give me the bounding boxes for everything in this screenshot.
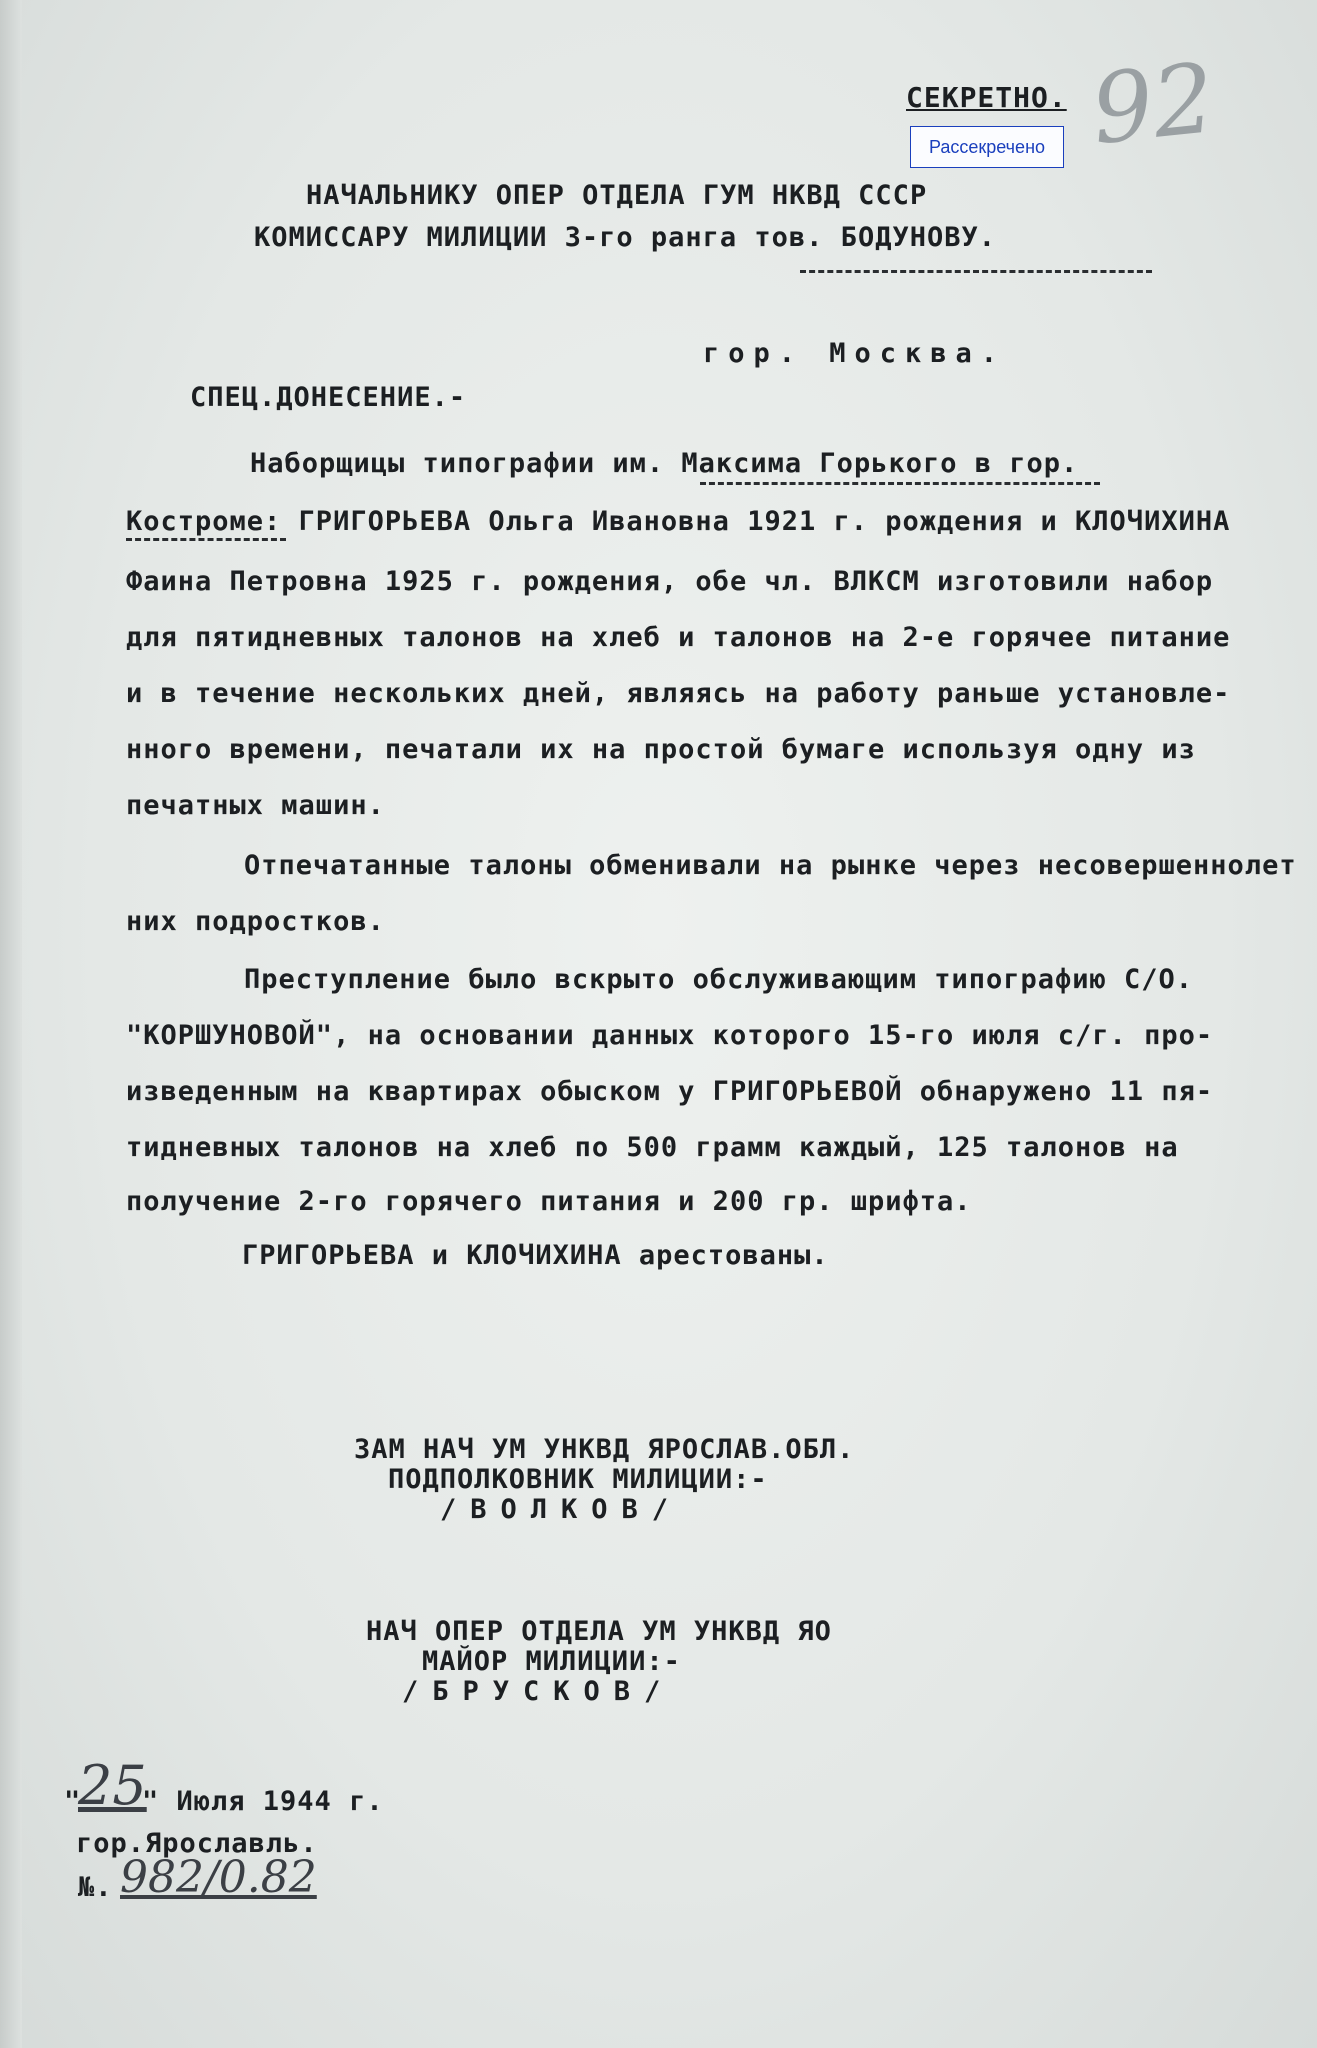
signature2-rank: МАЙОР МИЛИЦИИ:- (422, 1646, 681, 1677)
body-line: Преступление было вскрыто обслуживающим типографию С/О. (244, 964, 1194, 995)
body-line: получение 2-го горячего питания и 200 гр. шрифта. (126, 1186, 972, 1217)
addressee-city: гор. Москва. (703, 338, 1007, 369)
body-line: Костроме: ГРИГОРЬЕВА Ольга Ивановна 1921 г. рождения и КЛОЧИХИНА (126, 506, 1231, 537)
body-line: Наборщицы типографии им. Максима Горького в гор. (250, 448, 1079, 479)
footer-number: 982/0.82 (120, 1852, 317, 1903)
signature1-rank: ПОДПОЛКОВНИК МИЛИЦИИ:- (388, 1464, 768, 1495)
classification-mark: СЕКРЕТНО. (906, 81, 1067, 114)
typography-underline (700, 482, 1100, 485)
body-line: для пятидневных талонов на хлеб и талонов на 2-е горячее питание (126, 622, 1231, 653)
body-line: изведенным на квартирах обыском у ГРИГОРЬЕВОЙ обнаружено 11 пя- (126, 1076, 1214, 1107)
body-line: и в течение нескольких дней, являясь на работу раньше установле- (126, 678, 1231, 709)
declassified-stamp: Рассекречено (910, 126, 1064, 168)
addressee-line-1: НАЧАЛЬНИКУ ОПЕР ОТДЕЛА ГУМ НКВД СССР (306, 180, 928, 211)
body-line: ГРИГОРЬЕВА и КЛОЧИХИНА арестованы. (242, 1240, 829, 1271)
addressee-underline (800, 270, 1152, 273)
kostroma-underline (126, 538, 286, 541)
signature1-title: ЗАМ НАЧ УМ УНКВД ЯРОСЛАВ.ОБЛ. (354, 1434, 855, 1465)
signature2-name: /БРУСКОВ/ (402, 1676, 675, 1707)
footer-date-quote: " (64, 1786, 82, 1817)
footer-number-prefix: №. (78, 1872, 113, 1903)
footer-date-rest: " Июля 1944 г. (142, 1786, 384, 1817)
page-edge-shadow (0, 0, 22, 2048)
body-line: Отпечатанные талоны обменивали на рынке через несовершеннолет (244, 850, 1297, 881)
folio-number: 92 (1086, 41, 1220, 167)
document-title: СПЕЦ.ДОНЕСЕНИЕ.- (190, 382, 467, 413)
footer-date-day: 25 (78, 1754, 147, 1817)
body-line: "КОРШУНОВОЙ", на основании данных которого 15-го июля с/г. про- (126, 1020, 1214, 1051)
body-line: них подростков. (126, 906, 385, 937)
signature2-title: НАЧ ОПЕР ОТДЕЛА УМ УНКВД ЯО (366, 1616, 832, 1647)
footer-city: гор.Ярославль. (76, 1828, 318, 1859)
signature1-name: /ВОЛКОВ/ (440, 1494, 683, 1525)
body-line: Фаина Петровна 1925 г. рождения, обе чл. ВЛКСМ изготовили набор (126, 566, 1214, 597)
body-line: печатных машин. (126, 790, 385, 821)
body-line: тидневных талонов на хлеб по 500 грамм каждый, 125 талонов на (126, 1132, 1179, 1163)
body-line: нного времени, печатали их на простой бумаге используя одну из (126, 734, 1196, 765)
addressee-line-2: КОМИССАРУ МИЛИЦИИ 3-го ранга тов. БОДУНОВУ. (254, 222, 996, 253)
